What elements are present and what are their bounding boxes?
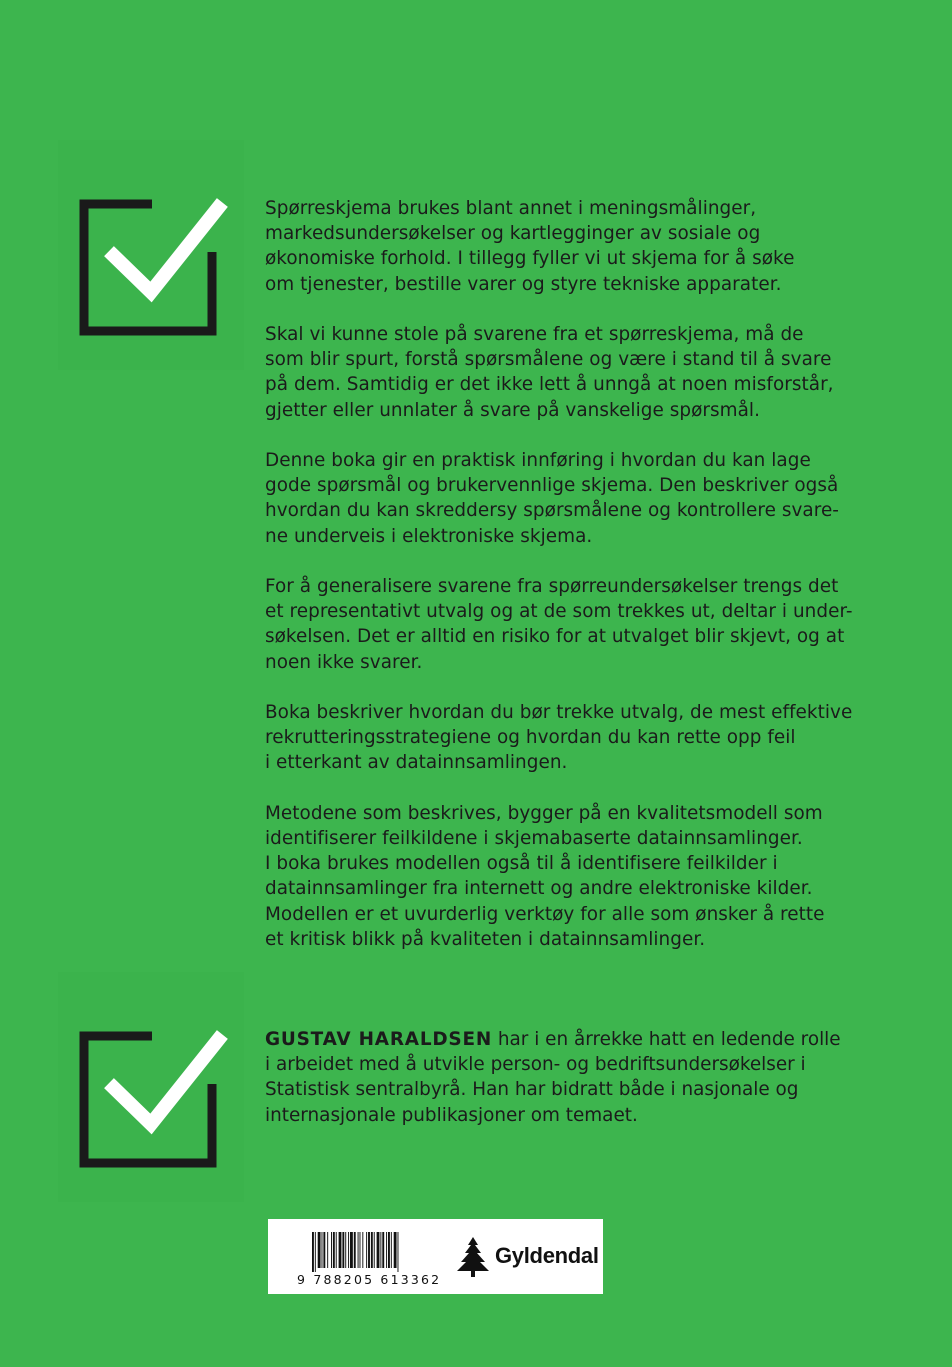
barcode-bar [354, 1232, 356, 1268]
author-bio [265, 1027, 895, 1128]
barcode-bar [380, 1232, 381, 1268]
blurb-paragraph: Spørreskjema brukes blant annet i meningsmålinger, markedsundersøkelser og kartlegginger av sosiale og økonomiske forhold. I tillegg fyller vi ut skjema for å søke om tjenester, bestille varer og styre tekniske apparater. [265, 198, 795, 295]
barcode-bar [348, 1232, 349, 1268]
barcode-bar [360, 1232, 361, 1268]
barcode-bar [371, 1232, 373, 1268]
barcode [312, 1232, 432, 1272]
barcode-bar [377, 1232, 380, 1268]
blurb-paragraph: For å generalisere svarene fra spørreundersøkelser trengs det et representativt utvalg og at de som trekkes ut, deltar i under- søkelsen. Det er alltid en risiko for at utvalget blir skjevt, og at noen ikke svarer. [265, 576, 853, 673]
checkbox-checked-icon [78, 196, 228, 338]
barcode-bar [388, 1232, 390, 1268]
author-bio-text: har i en årrekke hatt en ledende rolle i arbeidet med å utvikle person- og bedriftsundersøkelser i Statistisk sentralbyrå. Han har bidratt både i nasjonale og internasjonale publikasjoner om temaet. [265, 1029, 841, 1126]
checkbox-checked-icon [78, 1028, 228, 1170]
barcode-bar [327, 1232, 328, 1268]
barcode-bar [362, 1232, 363, 1268]
barcode-bar [368, 1232, 370, 1268]
author-name: GUSTAV HARALDSEN [265, 1029, 493, 1050]
blurb [265, 196, 895, 977]
barcode-bar [339, 1232, 342, 1268]
barcode-bar [312, 1232, 314, 1272]
barcode-bar [315, 1232, 316, 1272]
barcode-bar [366, 1232, 367, 1268]
barcode-bar [342, 1232, 344, 1268]
blurb-paragraph: Metodene som beskrives, bygger på en kvalitetsmodell som identifiserer feilkildene i skjemabaserte datainnsamlinger. I boka brukes modellen også til å identifisere feilkilder i datainnsamlinger fra internett og andre elektroniske kilder. Modellen er et uvurderlig verktøy for alle som ønsker å rette et kritisk blikk på kvaliteten i datainnsamlinger. [265, 802, 825, 950]
barcode-bar [318, 1232, 321, 1268]
barcode-bar [382, 1232, 384, 1268]
barcode-bar [331, 1232, 332, 1268]
tree-logo-icon [455, 1236, 491, 1278]
barcode-bar [391, 1232, 392, 1268]
barcode-bar [345, 1232, 346, 1268]
barcode-bar [350, 1232, 353, 1268]
barcode-bar [394, 1232, 397, 1268]
blurb-paragraph: Boka beskriver hvordan du bør trekke utvalg, de mest effektive rekrutteringsstrategiene og hvordan du kan rette opp feil i etterkant av datainnsamlingen. [265, 702, 853, 774]
isbn-number: 9 788205 613362 [297, 1272, 442, 1287]
barcode-bar [333, 1232, 335, 1268]
barcode-bar [386, 1232, 387, 1268]
blurb-paragraph: Skal vi kunne stole på svarene fra et spørreskjema, må de som blir spurt, forstå spørsmålene og være i stand til å svare på dem. Samtidig er det ikke lett å unngå at noen misforstår, gjetter eller unnlater å svare på vanskelige spørsmål. [265, 324, 834, 421]
blurb-paragraph: Denne boka gir en praktisk innføring i hvordan du kan lage gode spørsmål og brukervennlige skjema. Den beskriver også hvordan du kan skreddersy spørsmålene og kontrollere svare- ne underveis i elektroniske skjema. [265, 450, 839, 547]
barcode-bar [323, 1232, 325, 1268]
barcode-bar [398, 1232, 399, 1272]
barcode-bar [336, 1232, 337, 1268]
barcode-bar [322, 1232, 323, 1268]
barcode-bar [358, 1232, 359, 1268]
barcode-bar [374, 1232, 375, 1268]
publisher-logo-text: Gyldendal [495, 1243, 599, 1268]
